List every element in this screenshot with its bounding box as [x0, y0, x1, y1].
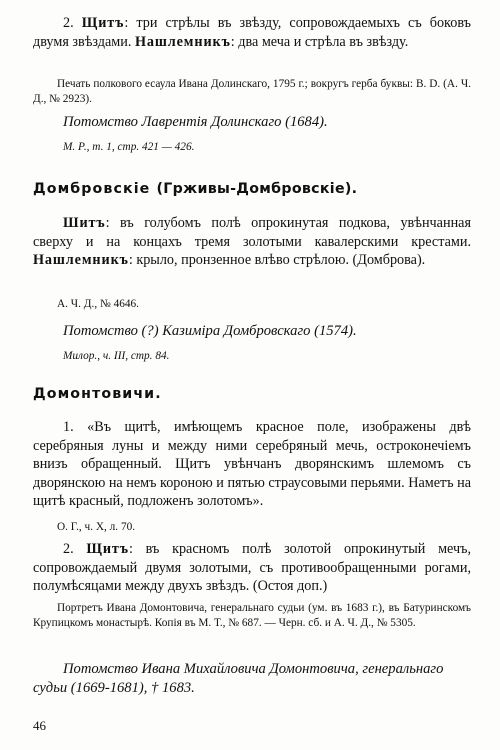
source-reference: Милор., ч. III, стр. 84.: [63, 350, 170, 362]
shield-label: Шитъ: [63, 215, 106, 231]
shield-description-dombrovskie: [33, 214, 471, 270]
shield-description-item-2: [33, 14, 471, 51]
shield-label: Щитъ: [81, 15, 125, 31]
item-number: 2.: [63, 15, 74, 31]
crest-text: : крыло, пронзенное влѣво стрѣлою. (Домброва).: [128, 252, 426, 268]
shield-text: : въ красномъ полѣ золотой опрокинутый мечъ, сопровождаемый двумя золотыми, съ противообращенными рогами, полумѣсяцами между двухъ звѣздъ. (Остоя доп.): [33, 541, 472, 594]
shield-description-item-2: [33, 540, 471, 596]
archive-reference: А. Ч. Д., № 4646.: [57, 298, 139, 310]
item-number: 2.: [63, 541, 74, 557]
shield-text: : въ голубомъ полѣ опрокинутая подкова, увѣнчанная сверху и на концахъ тремя золотыми кавалерскими крестами.: [33, 215, 471, 250]
posterity-line: Потомство Ивана Михайловича Домонтовича, генеральнаго судьи (1669-1681), † 1683.: [33, 661, 444, 696]
source-reference: М. Р., т. 1, стр. 421 — 426.: [63, 141, 195, 153]
page-number: 46: [33, 718, 46, 733]
crest-text: : два меча и стрѣла въ звѣзду.: [230, 33, 409, 50]
shield-text: : три стрѣлы въ звѣзду, сопровождаемыхъ съ боковъ двумя звѣздами.: [33, 15, 472, 50]
shield-description-item-1: [33, 418, 471, 511]
section-heading-domontovichi: Домонтовичи.: [33, 386, 162, 402]
crest-label: Нашлемникъ: [134, 33, 231, 50]
shield-text: «Въ щитѣ, имѣющемъ красное поле, изображены двѣ серебряныя луны и между ними серебряный мечь, остроконечіемъ внизъ обращенный. Щитъ увѣнчанъ дворянскимъ шлемомъ съ дворянскою на немъ короною и пятью страусовыми перьями. Наметъ на щитѣ красный, подложенъ золотомъ».: [33, 419, 472, 509]
portrait-note: Портретъ Ивана Домонтовича, генеральнаго судьи (ум. въ 1683 г.), въ Батуринскомъ Крупицкомъ монастырѣ. Копія въ М. Т., № 687. — Черн. сб. и А. Ч. Д., № 5305.: [33, 602, 471, 629]
shield-label: Щитъ: [86, 541, 129, 557]
crest-label: Нашлемникъ: [33, 252, 129, 268]
item-number: 1.: [63, 419, 74, 435]
posterity-line: Потомство Лаврентія Долинскаго (1684).: [63, 114, 328, 130]
seal-note: Печать полкового есаула Ивана Долинскаго, 1795 г.; вокругъ герба буквы: В. D. (А. Ч. Д., № 2923).: [33, 78, 471, 105]
section-heading-dombrovskie: Домбровскіе (Грживы-Домбровскіе).: [33, 181, 358, 197]
archive-reference: О. Г., ч. X, л. 70.: [57, 521, 136, 533]
posterity-line: Потомство (?) Казиміра Домбровскаго (1574).: [63, 323, 357, 339]
